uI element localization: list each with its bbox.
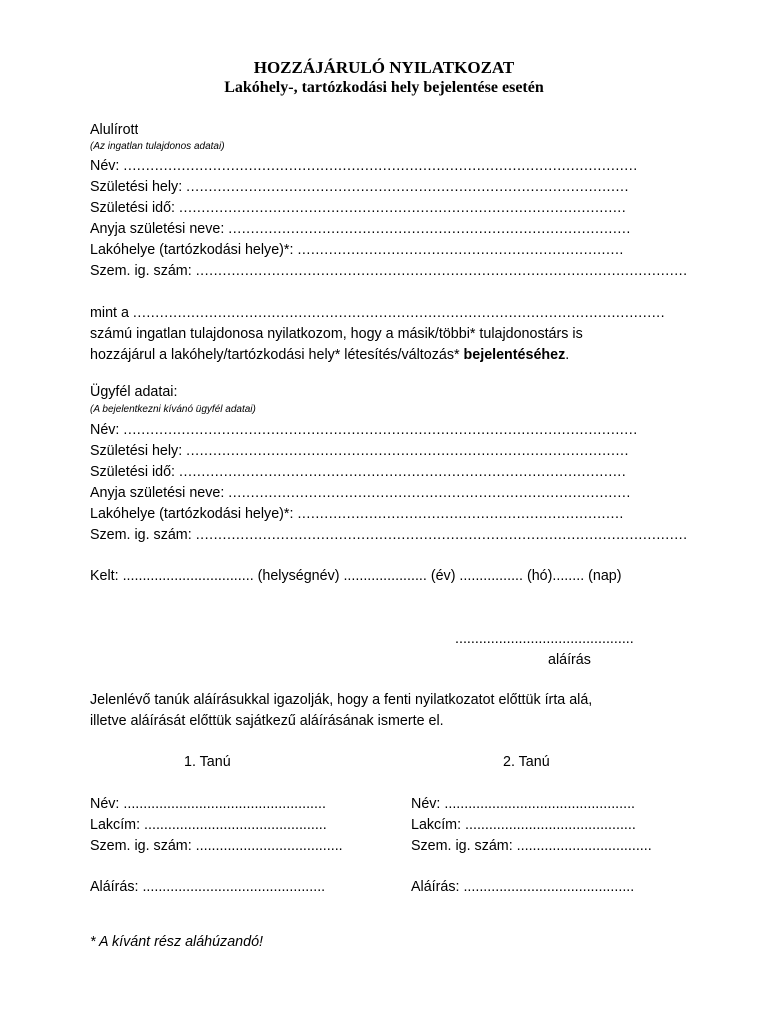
statement-bold-text: bejelentéséhez	[463, 347, 566, 363]
field-label: Születési hely:	[90, 443, 183, 459]
client-residence-field[interactable]	[90, 504, 624, 524]
field-dots: ...................................................................................................................	[123, 422, 638, 438]
witness-1-id-field[interactable]: Szem. ig. szám: .....................................	[90, 838, 343, 854]
client-mother-name-field[interactable]	[90, 483, 631, 503]
field-label: Lakóhelye (tartózkodási helye)*:	[90, 242, 294, 258]
client-name-field[interactable]	[90, 420, 638, 440]
client-birthplace-field[interactable]	[90, 441, 629, 461]
signature-label: aláírás	[548, 652, 591, 668]
field-dots: ...................................................................................................	[186, 443, 629, 459]
field-dots: ..............................................................................................................	[195, 527, 688, 543]
client-id-number-field[interactable]	[90, 525, 688, 545]
witness-statement-line-2: illetve aláírását előttük sajátkezű aláírásának ismerte el.	[90, 713, 444, 729]
statement-period: .	[565, 347, 570, 363]
date-line[interactable]: Kelt: ................................. (helységnév) ..................... (év) ................ (hó)........ (nap)	[90, 568, 622, 584]
field-label: Szem. ig. szám:	[90, 527, 192, 543]
witness-2-heading: 2. Tanú	[503, 754, 550, 770]
field-dots: .........................................................................	[297, 242, 624, 258]
field-dots: ...................................................................................................	[186, 179, 629, 195]
witness-2-id-field[interactable]: Szem. ig. szám: ..................................	[411, 838, 652, 854]
field-dots: ..............................................................................................................	[195, 263, 688, 279]
witness-2-name-field[interactable]: Név: ................................................	[411, 796, 636, 812]
field-dots: ....................................................................................................	[179, 464, 627, 480]
field-label: Születési idő:	[90, 200, 176, 216]
owner-note: (Az ingatlan tulajdonos adatai)	[90, 141, 225, 152]
client-note: (A bejelentkezni kívánó ügyfél adatai)	[90, 404, 256, 415]
owner-heading: Alulírott	[90, 122, 139, 138]
field-label: Név:	[90, 158, 120, 174]
field-label: Születési idő:	[90, 464, 176, 480]
field-label: Szem. ig. szám:	[90, 263, 192, 279]
statement-line-2: számú ingatlan tulajdonosa nyilatkozom, hogy a másik/többi* tulajdonostárs is	[90, 326, 583, 342]
witness-statement-line-1: Jelenlévő tanúk aláírásukkal igazolják, hogy a fenti nyilatkozatot előttük írta alá,	[90, 692, 593, 708]
property-field[interactable]	[90, 303, 665, 323]
field-label: Név:	[90, 422, 120, 438]
statement-line-3	[90, 345, 569, 365]
client-birthdate-field[interactable]	[90, 462, 626, 482]
field-dots: ...................................................................................................................	[123, 158, 638, 174]
field-dots: ..........................................................................................	[228, 221, 631, 237]
witness-1-heading: 1. Tanú	[184, 754, 231, 770]
owner-birthdate-field[interactable]	[90, 198, 626, 218]
owner-residence-field[interactable]	[90, 240, 624, 260]
owner-mother-name-field[interactable]	[90, 219, 631, 239]
document-title: HOZZÁJÁRULÓ NYILATKOZAT	[253, 58, 515, 77]
client-heading: Ügyfél adatai:	[90, 384, 178, 400]
footnote: * A kívánt rész aláhúzandó!	[90, 934, 263, 950]
field-label: Lakóhelye (tartózkodási helye)*:	[90, 506, 294, 522]
document-subtitle: Lakóhely-, tartózkodási hely bejelentése esetén	[224, 79, 544, 96]
field-dots: ..........................................................................................	[228, 485, 631, 501]
field-dots: ....................................................................................................	[179, 200, 627, 216]
owner-birthplace-field[interactable]	[90, 177, 629, 197]
witness-2-address-field[interactable]: Lakcím: ...........................................	[411, 817, 636, 833]
witness-2-signature-field[interactable]: Aláírás: ...........................................	[411, 879, 635, 895]
field-label: Anyja születési neve:	[90, 221, 225, 237]
owner-id-number-field[interactable]	[90, 261, 688, 281]
field-label: mint a	[90, 305, 129, 321]
field-label: Anyja születési neve:	[90, 485, 225, 501]
owner-name-field[interactable]	[90, 156, 638, 176]
witness-1-signature-field[interactable]: Aláírás: ..............................................	[90, 879, 326, 895]
field-label: Születési hely:	[90, 179, 183, 195]
witness-1-address-field[interactable]: Lakcím: ..............................................	[90, 817, 327, 833]
signature-dots[interactable]: .............................................	[455, 631, 634, 647]
field-dots: .......................................................................................................................	[132, 305, 666, 321]
statement-text: hozzájárul a lakóhely/tartózkodási hely* létesítés/változás*	[90, 347, 460, 363]
witness-1-name-field[interactable]: Név: ...................................................	[90, 796, 326, 812]
field-dots: .........................................................................	[297, 506, 624, 522]
